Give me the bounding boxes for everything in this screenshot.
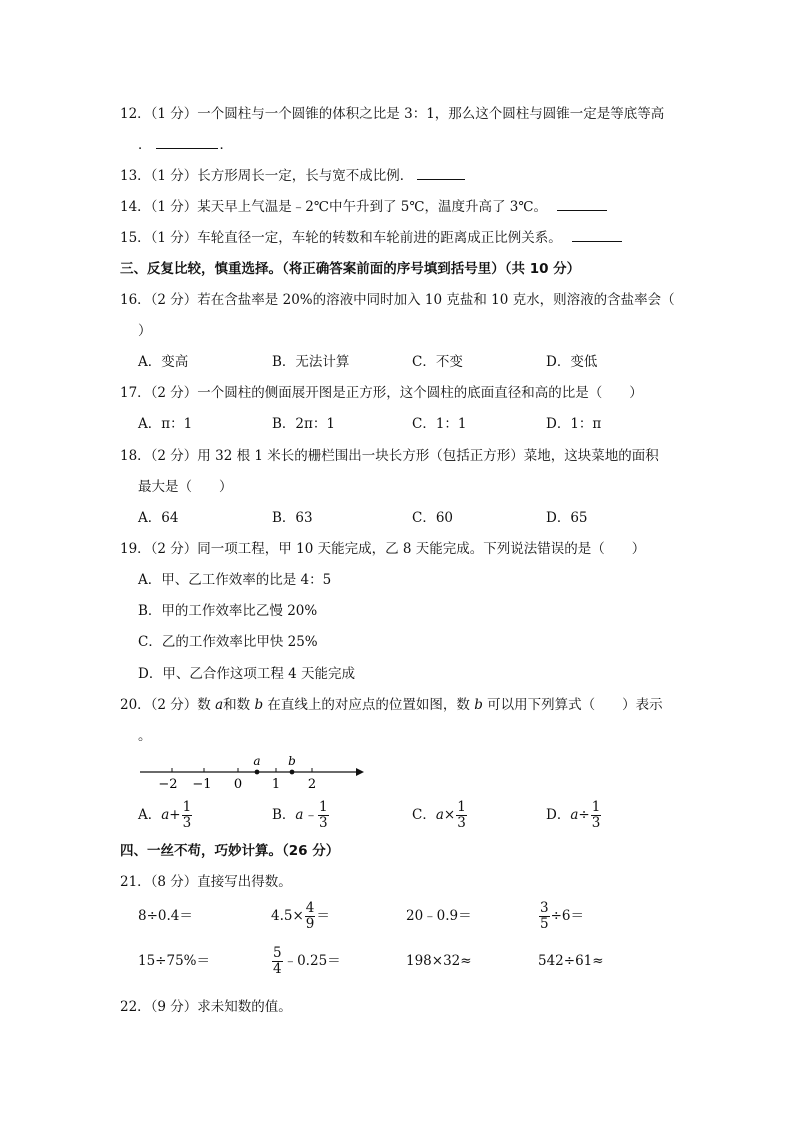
tick-label: −1 [192,777,212,792]
calc-text: ﹣0.25＝ [283,953,341,969]
numerator: 5 [273,945,282,961]
q18-option-a[interactable]: A．64 [138,510,179,526]
question-18-cont: 最大是（ ） [138,479,233,495]
numerator: 1 [318,799,328,815]
point-a [255,770,260,775]
calc-5: 15÷75%＝ [138,953,210,969]
numerator: 3 [540,900,549,916]
q17-option-d[interactable]: D．1：π [546,416,602,432]
numerator: 1 [591,799,601,815]
q12-suffix: ． [219,137,233,153]
point-a-label: a [253,754,261,768]
question-19: 19．（2 分）同一项工程，甲 10 天能完成，乙 8 天能完成。下列说法错误的是（ ） [120,541,646,557]
question-15 [120,229,622,247]
q19-option-a[interactable]: A．甲、乙工作效率的比是 4：5 [138,572,332,588]
option-label: D． [546,807,571,823]
fraction [539,901,550,932]
tick-label: 1 [271,777,281,792]
question-18: 18．（2 分）用 32 根 1 米长的栅栏围出一块长方形（包括正方形）菜地，这块菜地的面积 [120,448,659,464]
fraction [305,901,316,932]
q20-text-4: 可以用下列算式（ ）表示 [482,697,663,713]
section-4-title: 四、一丝不苟，巧妙计算。（26 分） [120,843,340,859]
fraction [591,800,602,831]
question-12: 12．（1 分）一个圆柱与一个圆锥的体积之比是 3：1，那么这个圆柱与圆锥一定是等底等高 [120,106,665,122]
var-a: a [215,697,224,713]
answer-blank[interactable] [417,167,465,180]
calc-text: ＝ [316,908,330,924]
question-16-cont: ） [138,323,152,339]
tick-label: −2 [158,777,178,792]
q18-option-c[interactable]: C．60 [412,510,454,526]
arrow-right-icon [356,768,364,776]
numerator: 4 [305,900,315,916]
answer-blank[interactable] [156,136,218,149]
section-3-title: 三、反复比较，慎重选择。（将正确答案前面的序号填到括号里）（共 10 分） [120,261,581,277]
q19-option-c[interactable]: C．乙的工作效率比甲快 25% [138,634,318,650]
calc-text: ÷6＝ [550,908,584,924]
question-17: 17．（2 分）一个圆柱的侧面展开图是正方形，这个圆柱的底面直径和高的比是（ ） [120,385,643,401]
calc-1: 8÷0.4＝ [138,908,193,924]
calc-2 [271,900,330,932]
option-expr: a+ [161,807,181,823]
answer-blank[interactable] [572,229,622,242]
answer-blank[interactable] [557,198,607,211]
denominator: 4 [273,961,282,977]
question-21: 21．（8 分）直接写出得数。 [120,874,292,890]
option-label: A． [138,807,162,823]
q14-text: 14．（1 分）某天早上气温是﹣2℃中午升到了 5℃，温度升高了 3℃。 [120,199,547,215]
denominator: 5 [540,916,549,932]
tick-label: 0 [233,777,243,792]
option-label: B． [272,807,296,823]
q16-option-a[interactable]: A．变高 [138,354,189,370]
calc-7: 198×32≈ [406,953,472,969]
q20-text-3: 在直线上的对应点的位置如图，数 [263,697,475,713]
q15-text: 15．（1 分）车轮直径一定，车轮的转数和车轮前进的距离成正比例关系。 [120,230,562,246]
var-b: b [254,697,264,713]
q18-option-d[interactable]: D．65 [546,510,588,526]
denominator: 3 [457,815,466,831]
denominator: 3 [591,815,601,831]
question-22: 22．（9 分）求未知数的值。 [120,999,292,1015]
calc-4 [538,900,584,932]
calc-8: 542÷61≈ [538,953,604,969]
q17-option-b[interactable]: B．2π：1 [272,416,335,432]
calc-text: 4.5× [271,908,304,924]
question-12-answer-line [138,136,233,154]
q17-option-c[interactable]: C．1：1 [412,416,467,432]
number-line [130,750,370,792]
question-20 [120,696,663,714]
option-expr: a﹣ [295,807,317,823]
q19-option-d[interactable]: D．甲、乙合作这项工程 4 天能完成 [138,666,355,682]
question-20-cont: 。 [138,728,152,744]
q20-option-d[interactable] [546,798,602,832]
q20-text-2: 和数 [223,697,255,713]
q13-text: 13．（1 分）长方形周长一定，长与宽不成比例． [120,168,414,184]
fraction [182,800,193,831]
q16-option-b[interactable]: B．无法计算 [272,354,350,370]
q16-option-c[interactable]: C．不变 [412,354,463,370]
q19-option-b[interactable]: B．甲的工作效率比乙慢 20% [138,603,318,619]
q17-option-a[interactable]: A．π：1 [138,416,193,432]
fraction [272,946,283,977]
q12-prefix: ． [138,137,152,153]
question-16: 16．（2 分）若在含盐率是 20%的溶液中同时加入 10 克盐和 10 克水，则溶液的含盐率会（ [120,292,675,308]
numerator: 1 [457,799,466,815]
q20-option-a[interactable] [138,798,193,832]
question-14 [120,198,607,216]
fraction [456,800,467,831]
var-b: b [474,697,483,713]
q16-option-d[interactable]: D．变低 [546,354,598,370]
tick-label: 2 [307,777,317,792]
q20-text-1: 20．（2 分）数 [120,697,216,713]
point-b-label: b [288,754,296,768]
denominator: 9 [305,916,315,932]
q20-option-c[interactable] [412,798,468,832]
point-b [290,770,295,775]
option-label: C． [412,807,436,823]
calc-3: 20﹣0.9＝ [406,908,472,924]
numerator: 1 [182,799,192,815]
denominator: 3 [318,815,328,831]
option-expr: a÷ [570,807,590,823]
option-expr: a× [435,807,456,823]
q18-option-b[interactable]: B．63 [272,510,313,526]
question-13 [120,167,465,185]
calc-6 [271,945,341,977]
denominator: 3 [182,815,192,831]
q20-option-b[interactable] [272,798,330,832]
fraction [318,800,329,831]
